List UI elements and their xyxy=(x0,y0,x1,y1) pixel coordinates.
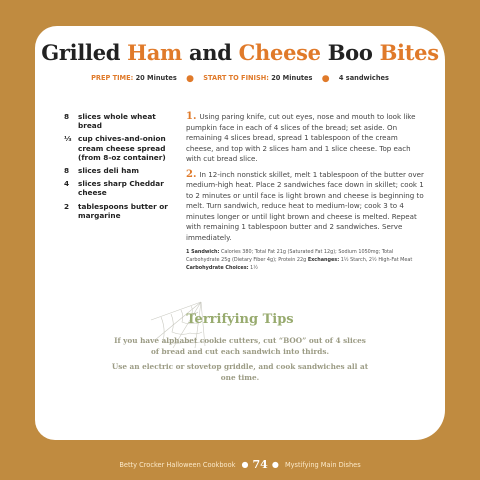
tip-text: If you have alphabet cookie cutters, cut “BOO” out of 4 slices of bread and cut each sandwich into thirds. xyxy=(114,336,366,356)
title-part: and xyxy=(181,40,239,65)
nutrition-text: Calories 380; Total Fat 21g (Saturated Fat 12g); Sodium 1050mg; Total Carbohydrate 25g (Dietary Fiber 4g); Protein 22g xyxy=(186,249,394,263)
carb-choices-text: 1½ xyxy=(248,265,259,271)
ingredient-text: slices whole wheat bread xyxy=(78,112,156,131)
step-text: In 12-inch nonstick skillet, melt 1 tablespoon of the butter over medium-high heat. Place 2 sandwiches face down in skillet; cook 1 to 2 minutes or until face is light brown and cheese is beginning to melt. Turn sandwich, reduce heat to medium-low; cook 3 to 4 minutes longer or until light brown and cheese is melted. Repeat with remaining 1 tablespoon butter and 2 sandwiches. Serve immediately. xyxy=(186,169,424,242)
book-title: Betty Crocker Halloween Cookbook xyxy=(119,461,236,469)
start-to-finish-label: START TO FINISH: xyxy=(203,74,269,82)
ingredient-text: slices deli ham xyxy=(78,166,139,176)
page-footer xyxy=(0,458,480,471)
ingredient-item xyxy=(64,166,176,175)
title-part: Boo xyxy=(320,40,380,65)
servings: 4 sandwiches xyxy=(338,74,389,82)
nutrition-label: 1 Sandwich: xyxy=(186,249,220,255)
ingredient-text: tablespoons butter or margarine xyxy=(78,201,168,220)
direction-step xyxy=(186,112,424,165)
ingredient-item xyxy=(64,134,176,162)
direction-step xyxy=(186,170,424,244)
ingredient-text: slices sharp Cheddar cheese xyxy=(78,179,164,198)
step-number: 2. xyxy=(186,168,197,180)
separator-dot: ● xyxy=(241,460,249,469)
ingredient-item xyxy=(64,179,176,197)
ingredient-list xyxy=(64,112,176,224)
carb-choices-label: Carbohydrate Choices: xyxy=(186,265,249,271)
ingredient-qty: 2 xyxy=(64,201,70,211)
ingredient-qty: 8 xyxy=(64,112,70,121)
title-highlight: Bites xyxy=(379,40,439,65)
recipe-meta xyxy=(0,74,480,84)
ingredient-item xyxy=(64,112,176,130)
ingredient-qty: 8 xyxy=(64,166,70,176)
start-to-finish-value: 20 Minutes xyxy=(271,74,313,82)
chapter-title: Mystifying Main Dishes xyxy=(284,461,361,469)
nutrition-info xyxy=(186,248,424,272)
ingredient-text: cup chives-and-onion cream cheese spread (from 8-oz container) xyxy=(78,134,166,162)
ingredient-item xyxy=(64,202,176,220)
ingredient-qty: ⅓ xyxy=(64,134,72,144)
separator-dot: ● xyxy=(321,74,330,84)
title-part: Grilled xyxy=(41,40,128,65)
step-text: Using paring knife, cut out eyes, nose and mouth to look like pumpkin face in each of 4 slices of the bread; set aside. On remaining 4 slices bread, spread 1 tablespoon of the cream cheese, and top with 2 slices ham and 1 slice cheese. Top each with cut bread slice. xyxy=(186,112,416,163)
separator-dot: ● xyxy=(186,74,194,84)
tips-title: Terrifying Tips xyxy=(186,312,294,327)
prep-time-label: PREP TIME: xyxy=(91,74,134,82)
page-number: 74 xyxy=(252,458,268,471)
tip-text: Use an electric or stovetop griddle, and cook sandwiches all at one time. xyxy=(111,362,369,382)
separator-dot: ● xyxy=(271,460,279,469)
step-number: 1. xyxy=(186,111,197,122)
exchanges-text: 1½ Starch, 2½ High-Fat Meat xyxy=(339,257,413,263)
recipe-title xyxy=(0,40,480,65)
exchanges-label: Exchanges: xyxy=(307,257,340,263)
directions xyxy=(186,112,424,277)
prep-time-value: 20 Minutes xyxy=(135,74,177,82)
title-highlight: Ham xyxy=(127,40,182,65)
ingredient-qty: 4 xyxy=(64,179,70,189)
title-highlight: Cheese xyxy=(238,40,321,65)
